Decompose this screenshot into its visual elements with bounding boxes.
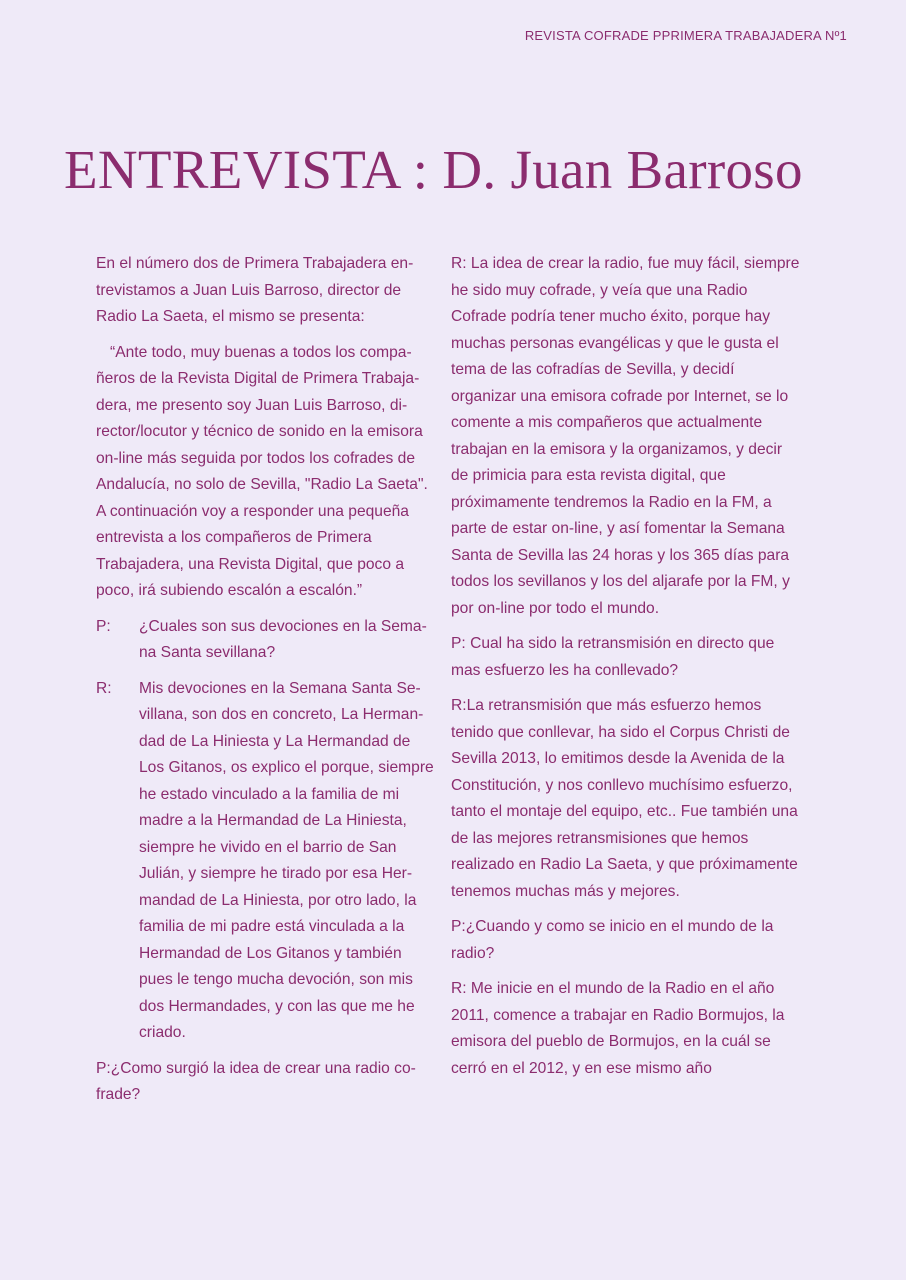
answer-radio-idea: R: La idea de crear la radio, fue muy fácil, siempre he sido muy cofrade, y veía que una Radio Cofrade podría tener mucho éxito, porque hay muchas personas evangélicas y que le gusta el tema de las cofradías de Sevilla, y decidí organizar una emisora cofrade por Internet, se lo comente a mis compañeros que actualmente trabajan en la emisora y la organizamos, y decir de primicia para esta revista digital, que próximamente tendremos la Radio en la FM, a parte de estar on-line, y así fomentar la Semana Santa de Sevilla las 24 horas y los 365 días para todos los sevillanos y los del aljarafe por la FM, y por on-line por todo el mundo. — [451, 255, 800, 617]
question-label: P: — [96, 617, 111, 635]
question-radio-idea: P:¿Como surgió la idea de crear una radio cofrade? — [96, 1059, 416, 1103]
page-title: ENTREVISTA : D. Juan Barroso — [64, 139, 803, 200]
self-introduction-quote: “Ante todo, muy buenas a todos los compañeros de la Revista Digital de Primera Trabajadera, me presento soy Juan Luis Barroso, director/locutor y técnico de sonido en la emisora on-line más seguida por todos los cofrades de Andalucía, no solo de Sevilla, "Radio La Saeta". A continuación voy a responder una pequeña entrevista a los compañeros de Primera Trabajadera, una Revista Digital, que poco a poco, irá subiendo escalón a escalón.” — [96, 343, 428, 599]
answer-devotions — [96, 676, 438, 1047]
right-column — [451, 251, 803, 1091]
intro-paragraph: En el número dos de Primera Trabajadera entrevistamos a Juan Luis Barroso, director de Radio La Saeta, el mismo se presenta: — [96, 255, 414, 325]
question-radio-start: P:¿Cuando y como se inicio en el mundo de la radio? — [451, 918, 774, 962]
answer-broadcast: R:La retransmisión que más esfuerzo hemos tenido que conllevar, ha sido el Corpus Christi de Sevilla 2013, lo emitimos desde la Avenida de la Constitución, y nos conllevo muchísimo esfuerzo, tanto el montaje del equipo, etc.. Fue también una de las mejores retransmisiones que hemos realizado en Radio La Saeta, y que próximamente tenemos muchas más y mejores. — [451, 697, 798, 900]
left-column — [96, 251, 438, 1118]
answer-text: Mis devociones en la Semana Santa Sevillana, son dos en concreto, La Hermandad de La Hiniesta y La Hermandad de Los Gitanos, os explico el porque, siempre he estado vinculado a la familia de mi madre a la Hermandad de La Hiniesta, siempre he vivido en el barrio de San Julián, y siempre he tirado por esa Hermandad de La Hiniesta, por otro lado, la familia de mi padre está vinculada a la Hermandad de Los Gitanos y también pues le tengo mucha devoción, son mis dos Hermandades, y con las que me he criado. — [139, 679, 434, 1041]
running-header: REVISTA COFRADE PPRIMERA TRABAJADERA Nº1 — [524, 28, 847, 43]
question-devotions — [96, 614, 438, 667]
answer-radio-start: R: Me inicie en el mundo de la Radio en el año 2011, comence a trabajar en Radio Bormujos, la emisora del pueblo de Bormujos, en la cuál se cerró en el 2012, y en ese mismo año — [451, 980, 785, 1077]
answer-label: R: — [96, 679, 112, 697]
question-text: ¿Cuales son sus devociones en la Semana Santa sevillana? — [139, 617, 427, 661]
question-broadcast: P: Cual ha sido la retransmisión en directo que mas esfuerzo les ha conllevado? — [451, 635, 775, 679]
